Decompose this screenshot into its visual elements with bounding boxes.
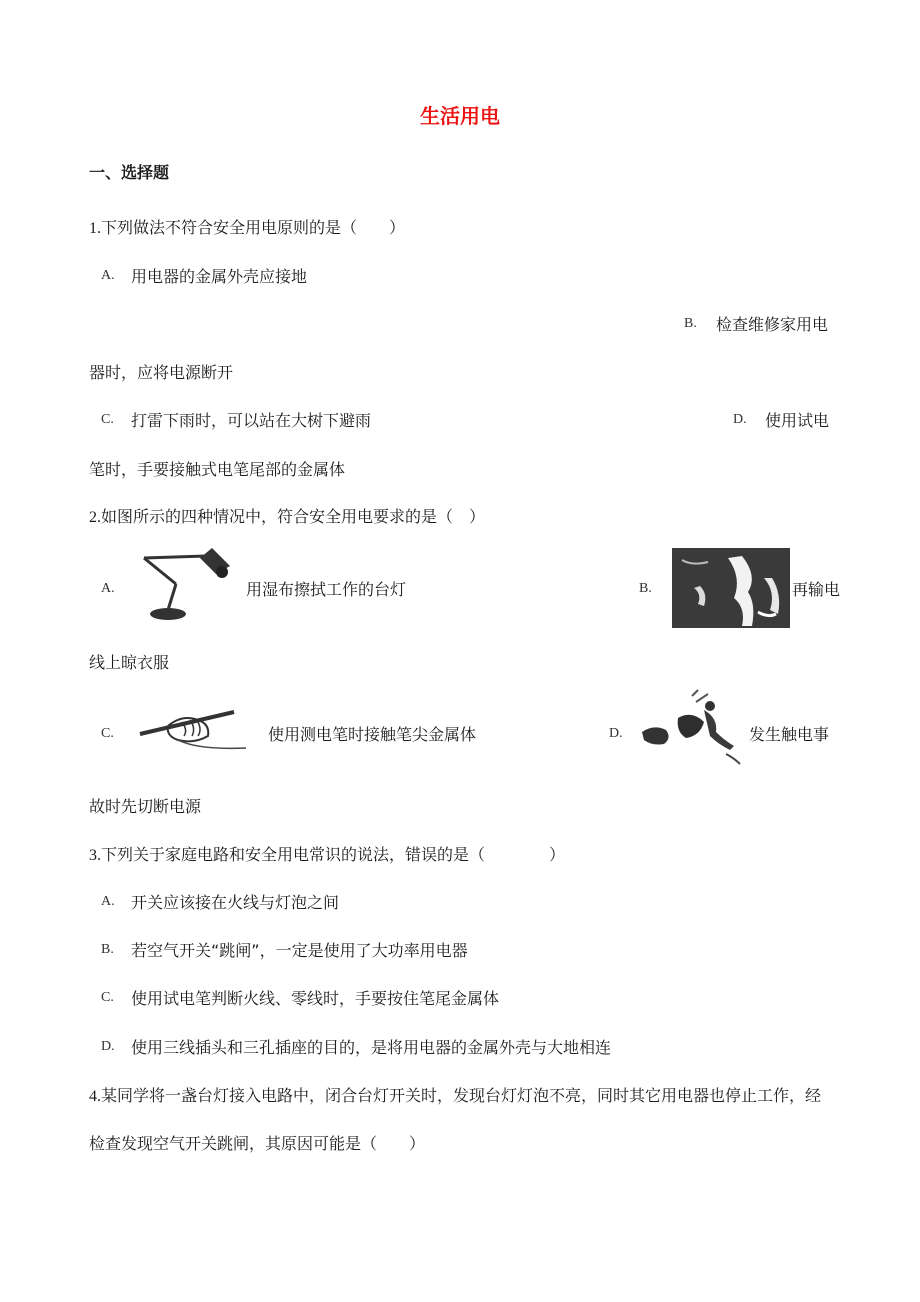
clothes-on-power-line-illustration	[672, 548, 792, 628]
option-text: 发生触电事	[749, 725, 830, 744]
option-text: 再输电	[792, 580, 841, 599]
option-text: 若空气开关“跳闸”，一定是使用了大功率用电器	[131, 941, 468, 960]
question-text: 某同学将一盏台灯接入电路中，闭合台灯开关时，发现台灯灯泡不亮，同时其它用电器也停止工作，经	[101, 1086, 822, 1105]
option-text: 开关应该接在火线与灯泡之间	[131, 893, 340, 912]
option-label: D.	[609, 726, 623, 741]
question-number: 4.	[89, 1088, 101, 1105]
question-text: 如图所示的四种情况中，符合安全用电要求的是（ ）	[101, 507, 486, 526]
option-label: B.	[639, 581, 652, 596]
option-text: 使用试电笔判断火线、零线时，手要按住笔尾金属体	[131, 989, 500, 1008]
electric-shock-rescue-illustration	[638, 688, 744, 768]
option-text: 检查维修家用电	[716, 315, 829, 334]
page-title: 生活用电	[420, 104, 500, 128]
option-label: D.	[101, 1039, 115, 1054]
option-text-continued: 线上晾衣服	[89, 653, 170, 672]
option-label: A.	[101, 268, 115, 283]
desk-lamp-illustration	[136, 544, 240, 624]
question-text-continued: 检查发现空气开关跳闸，其原因可能是（ ）	[89, 1134, 426, 1153]
option-text: 使用试电	[765, 411, 830, 430]
question-1-stem	[89, 217, 405, 240]
option-text: 打雷下雨时，可以站在大树下避雨	[131, 411, 372, 430]
option-label: C.	[101, 990, 114, 1005]
question-2-stem	[89, 506, 485, 529]
question-number: 3.	[89, 847, 101, 864]
option-text: 用电器的金属外壳应接地	[131, 267, 308, 286]
option-label: B.	[684, 316, 697, 331]
question-text: 下列关于家庭电路和安全用电常识的说法，错误的是（ ）	[101, 845, 566, 864]
option-label: C.	[101, 726, 114, 741]
question-4-stem	[89, 1085, 821, 1108]
option-text: 用湿布擦拭工作的台灯	[246, 580, 407, 599]
option-text: 使用三线插头和三孔插座的目的，是将用电器的金属外壳与大地相连	[131, 1038, 612, 1057]
question-3-stem	[89, 844, 565, 867]
option-text-continued: 笔时，手要接触式电笔尾部的金属体	[89, 460, 346, 479]
option-text-continued: 器时，应将电源断开	[89, 363, 234, 382]
option-label: D.	[733, 412, 747, 427]
option-text-continued: 故时先切断电源	[89, 797, 202, 816]
question-number: 2.	[89, 509, 101, 526]
option-label: B.	[101, 942, 114, 957]
option-label: A.	[101, 894, 115, 909]
option-label: C.	[101, 412, 114, 427]
section-heading: 一、选择题	[89, 163, 170, 182]
option-text: 使用测电笔时接触笔尖金属体	[268, 725, 477, 744]
question-text: 下列做法不符合安全用电原则的是（ ）	[101, 218, 406, 237]
test-pen-hand-illustration	[138, 704, 250, 754]
option-label: A.	[101, 581, 115, 596]
question-number: 1.	[89, 220, 101, 237]
